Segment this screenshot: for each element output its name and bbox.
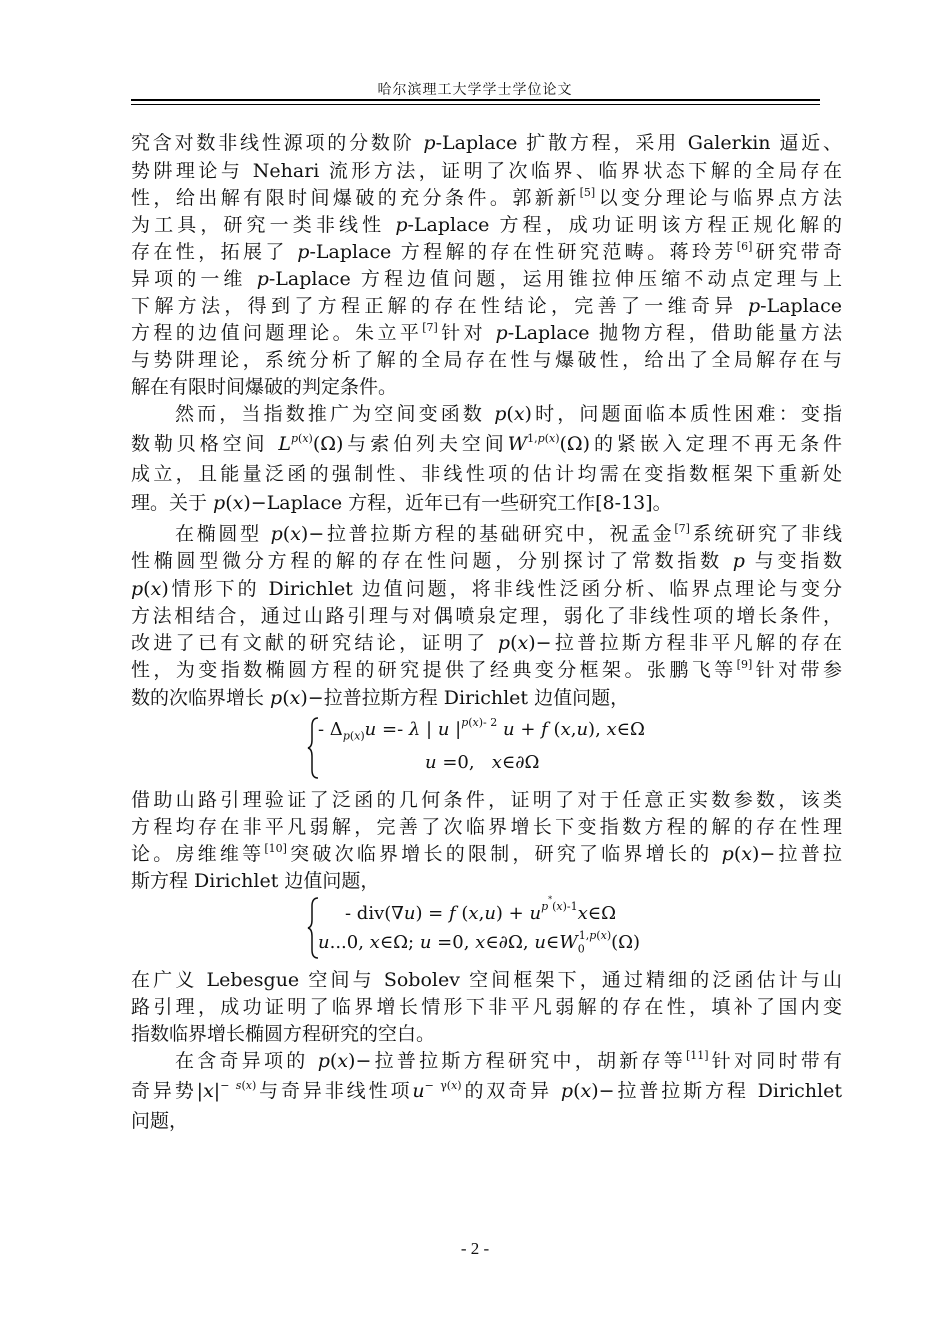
text-line: 数勒贝格空间 $L^{p(x)}(\Omega)$与索伯列夫空间$W^{1,p(x)}(\Omega)$的紧嵌入定理不再无条件: [131, 432, 842, 455]
page-number: - 2 -: [460, 1239, 490, 1258]
text-line: 奇异势$|x|^{- s(x)}$与奇异非线性项$u^{- \gamma(x)}$的双奇异 p(x)−拉普拉斯方程 Dirichlet: [131, 1079, 842, 1102]
text-line: 性，给出解有限时间爆破的充分条件。郭新新[5]以变分理论与临界点方法: [131, 186, 842, 209]
text-line: 解在有限时间爆破的判定条件。: [131, 376, 398, 398]
text-line: 异项的一维 p-Laplace 方程边值问题，运用锥拉伸压缩不动点定理与上: [131, 268, 843, 290]
text-line: 存在性，拓展了 p-Laplace 方程解的存在性研究范畴。蒋玲芳[6]研究带奇: [131, 240, 842, 263]
text-line: 成立，且能量泛函的强制性、非线性项的估计均需在变指数框架下重新处: [131, 463, 842, 485]
text-line: 问题，: [131, 1110, 189, 1132]
equation-1-line-1: - $\Delta_{p(x)}u =- \lambda$ | u $|^{p(x)- 2}$ u + f (x,u), x∈Ω: [318, 716, 645, 743]
equation-1-line-2: u =0, x∈∂Ω: [425, 752, 540, 773]
equation-2-line-1: - div(∇u) = f $(x,u) + u^{p^*(x)-1}x\in\Omega$: [345, 895, 617, 924]
text-line: 为工具，研究一类非线性 p-Laplace 方程，成功证明该方程正规化解的: [131, 214, 842, 236]
text-line: 性，为变指数椭圆方程的研究提供了经典变分框架。张鹏飞等[9]针对带参: [131, 658, 842, 681]
text-line: 方程均存在非平凡弱解，完善了次临界增长下变指数方程的解的存在性理: [131, 816, 842, 838]
running-header: 哈尔滨理工大学学士学位论文: [377, 82, 573, 98]
text-line: 理。关于 p(x)−Laplace 方程，近年已有一些研究工作[8-13]。: [131, 492, 672, 514]
text-line: 改进了已有文献的研究结论，证明了 p(x)−拉普拉斯方程非平凡解的存在: [131, 632, 842, 654]
text-line: 借助山路引理验证了泛函的几何条件，证明了对于任意正实数参数，该类: [131, 789, 842, 811]
text-line: 究含对数非线性源项的分数阶 p-Laplace 扩散方程，采用 Galerkin 逼近、: [131, 132, 843, 154]
text-line: p(x)情形下的 Dirichlet 边值问题，将非线性泛函分析、临界点理论与变分: [131, 578, 842, 600]
text-line: 在椭圆型 p(x)−拉普拉斯方程的基础研究中，祝孟金[7]系统研究了非线: [175, 522, 842, 545]
text-line: 与势阱理论，系统分析了解的全局存在性与爆破性，给出了全局解存在与: [131, 349, 842, 371]
header-rule-thin: [131, 104, 820, 105]
text-line: 在含奇异项的 p(x)−拉普拉斯方程研究中，胡新存等[11]针对同时带有: [175, 1049, 842, 1072]
text-line: 数的次临界增长 p(x)−拉普拉斯方程 Dirichlet 边值问题，: [131, 687, 630, 709]
text-line: 然而，当指数推广为空间变函数 p(x)时，问题面临本质性困难：变指: [175, 403, 842, 425]
text-line: 势阱理论与 Nehari 流形方法，证明了次临界、临界状态下解的全局存在: [131, 160, 842, 182]
text-line: 性椭圆型微分方程的解的存在性问题，分别探讨了常数指数 p 与变指数: [131, 550, 842, 572]
text-line: 斯方程 Dirichlet 边值问题，: [131, 870, 380, 892]
text-line: 论。房维维等[10]突破次临界增长的限制，研究了临界增长的 p(x)−拉普拉: [131, 842, 842, 865]
text-line: 路引理，成功证明了临界增长情形下非平凡弱解的存在性，填补了国内变: [131, 996, 842, 1018]
equation-2-line-2: u...0, x∈Ω; u =0, x∈∂Ω, $u\in W_0^{1,p(x)}(\Omega)$: [318, 929, 641, 956]
header-rule-thick: [131, 99, 820, 101]
text-line: 下解方法，得到了方程正解的存在性结论，完善了一维奇异 p-Laplace: [131, 295, 842, 317]
text-line: 方法相结合，通过山路引理与对偶喷泉定理，弱化了非线性项的增长条件，: [131, 605, 842, 627]
text-line: 指数临界增长椭圆方程研究的空白。: [131, 1023, 436, 1045]
text-line: 在广义 Lebesgue 空间与 Sobolev 空间框架下，通过精细的泛函估计与山: [131, 969, 842, 991]
text-line: 方程的边值问题理论。朱立平[7]针对 p-Laplace 抛物方程，借助能量方法: [131, 321, 842, 344]
